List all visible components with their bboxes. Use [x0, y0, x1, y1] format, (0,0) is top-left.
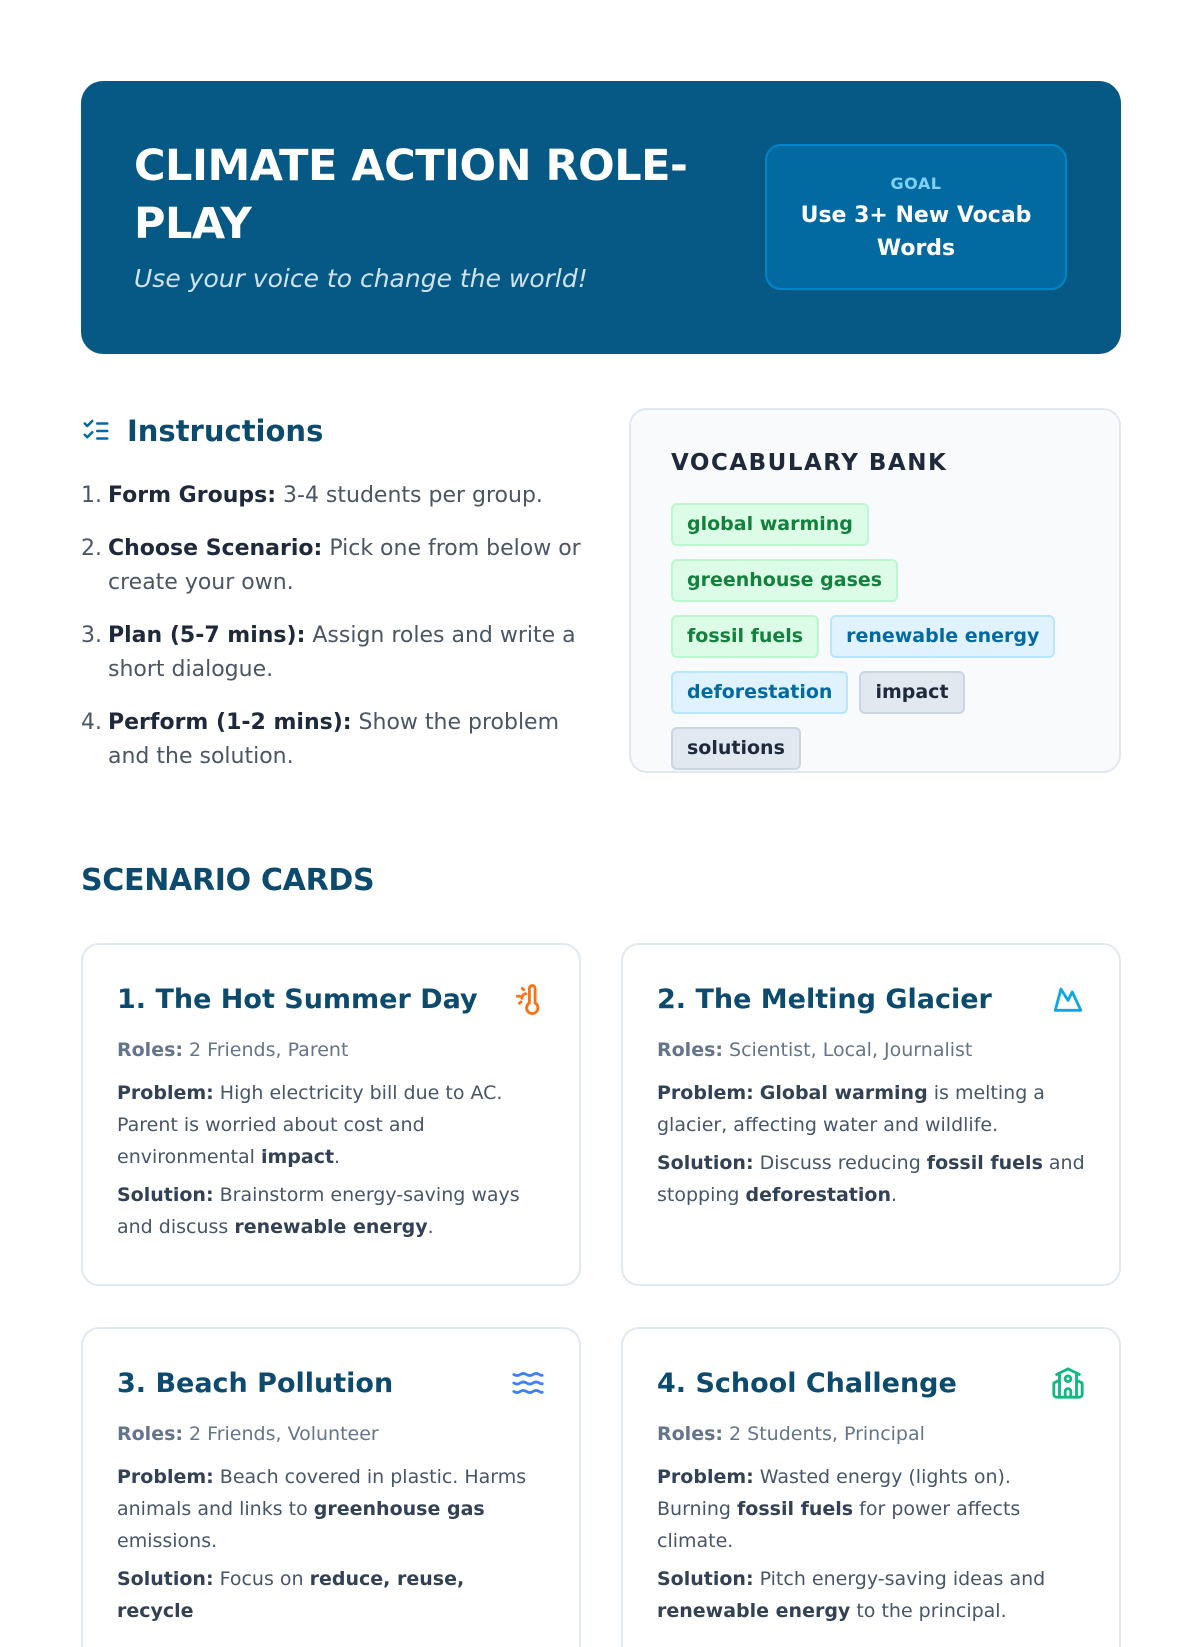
card-title: 2. The Melting Glacier	[657, 983, 992, 1015]
instruction-step: 1. Form Groups: 3-4 students per group.	[81, 483, 543, 508]
scenario-cards-title: SCENARIO CARDS	[81, 863, 375, 898]
school-icon	[1051, 1366, 1085, 1400]
scenario-card	[621, 943, 1121, 1286]
instructions-section	[81, 411, 581, 793]
instructions-header	[81, 411, 581, 451]
card-problem: Problem: Wasted energy (lights on). Burning fossil fuels for power affects climate.	[657, 1466, 1021, 1552]
page-subtitle: Use your voice to change the world!	[134, 264, 588, 293]
goal-text: Use 3+ New Vocab Words	[800, 203, 1032, 261]
card-problem: Problem: Beach covered in plastic. Harms animals and links to greenhouse gas emissions.	[117, 1466, 527, 1552]
card-solution: Solution: Focus on reduce, reuse, recycle	[117, 1568, 465, 1622]
card-problem: Problem: High electricity bill due to AC. Parent is worried about cost and environmental impact.	[117, 1082, 503, 1168]
instructions-title: Instructions	[127, 414, 324, 448]
card-header	[117, 981, 545, 1017]
list-checks-icon	[81, 416, 111, 446]
card-title: 1. The Hot Summer Day	[117, 983, 478, 1015]
card-header	[657, 1365, 1085, 1401]
vocab-chip: global warming	[671, 503, 869, 546]
card-roles: Roles: 2 Friends, Volunteer	[117, 1423, 379, 1445]
header-banner	[81, 81, 1121, 354]
vocab-chip: fossil fuels	[671, 615, 819, 658]
scenario-card	[621, 1327, 1121, 1647]
vocab-chip: solutions	[671, 727, 801, 770]
card-roles: Roles: 2 Friends, Parent	[117, 1039, 349, 1061]
card-title: 3. Beach Pollution	[117, 1367, 394, 1399]
page	[81, 81, 1121, 1622]
instructions-list	[81, 479, 581, 774]
card-problem: Problem: Global warming is melting a glacier, affecting water and wildlife.	[657, 1082, 1045, 1136]
vocabulary-title: VOCABULARY BANK	[671, 450, 948, 476]
card-solution: Solution: Pitch energy-saving ideas and renewable energy to the principal.	[657, 1568, 1046, 1622]
instruction-step: 2. Choose Scenario: Pick one from below or create your own.	[81, 536, 581, 595]
goal-box	[765, 144, 1067, 290]
thermometer-sun-icon	[511, 982, 545, 1016]
scenario-card	[81, 1327, 581, 1647]
card-solution: Solution: Discuss reducing fossil fuels and stopping deforestation.	[657, 1152, 1085, 1206]
card-header	[657, 981, 1085, 1017]
vocab-chip: deforestation	[671, 671, 848, 714]
card-header	[117, 1365, 545, 1401]
vocab-chip: renewable energy	[830, 615, 1055, 658]
page-title: CLIMATE ACTION ROLE-PLAY	[134, 141, 688, 249]
goal-label: GOAL	[890, 174, 942, 193]
card-roles: Roles: Scientist, Local, Journalist	[657, 1039, 973, 1061]
vocabulary-chips	[671, 503, 1101, 783]
instruction-step: 3. Plan (5-7 mins): Assign roles and write a short dialogue.	[81, 623, 576, 682]
instruction-step: 4. Perform (1-2 mins): Show the problem and the solution.	[81, 710, 560, 769]
vocab-chip: impact	[859, 671, 964, 714]
card-roles: Roles: 2 Students, Principal	[657, 1423, 925, 1445]
vocab-chip: greenhouse gases	[671, 559, 898, 602]
scenario-card	[81, 943, 581, 1286]
mountain-icon	[1051, 982, 1085, 1016]
card-title: 4. School Challenge	[657, 1367, 957, 1399]
card-solution: Solution: Brainstorm energy-saving ways and discuss renewable energy.	[117, 1184, 520, 1238]
waves-icon	[511, 1366, 545, 1400]
vocabulary-bank	[629, 408, 1121, 773]
